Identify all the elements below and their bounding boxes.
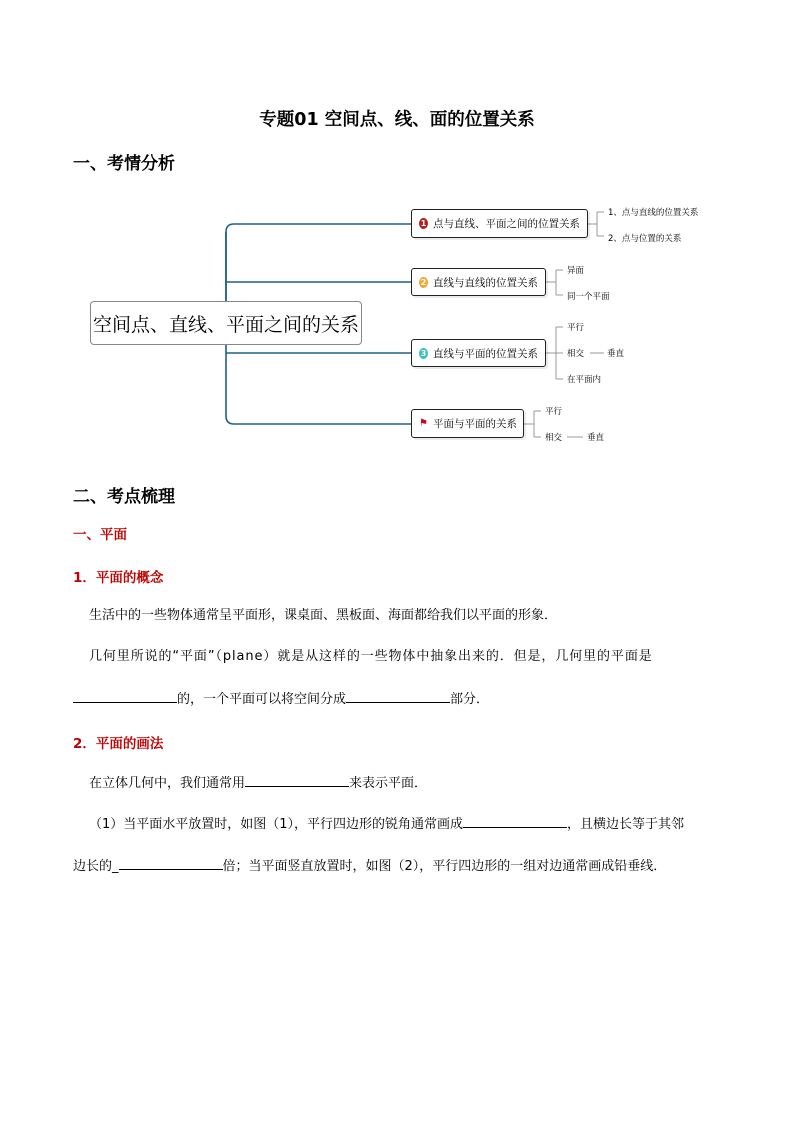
badge-1: 1 (420, 219, 427, 228)
fill-blank[interactable] (346, 689, 450, 703)
text-span: 来表示平面． (349, 776, 428, 791)
leaf-4-2: 相交 (545, 433, 563, 443)
fill-blank[interactable] (245, 773, 349, 787)
leaf-2-2: 同一个平面 (567, 292, 610, 302)
item2-heading: 2．平面的画法 (73, 736, 164, 752)
section-heading-analysis: 一、考情分析 (73, 154, 175, 174)
page-title: 专题01 空间点、线、面的位置关系 (259, 110, 535, 130)
leaf-4-2-sub: 垂直 (587, 433, 605, 443)
leaf-1-1: 1、点与直线的位置关系 (608, 208, 699, 218)
item1-p2: 几何里所说的“平面”（plane）就是从这样的一些物体中抽象出来的．但是，几何里的平面是 (89, 649, 653, 664)
mindmap-root: 空间点、直线、平面之间的关系 (90, 301, 362, 345)
badge-2: 2 (420, 277, 427, 287)
item2-p2 (89, 814, 684, 835)
mindmap-node-3 (411, 339, 546, 367)
section-heading-review: 二、考点梳理 (73, 487, 175, 507)
fill-blank[interactable] (73, 689, 177, 703)
mindmap-node-2 (411, 268, 546, 296)
leaf-1-2: 2、点与位置的关系 (608, 234, 682, 244)
mindmap-node-1 (411, 209, 588, 238)
leaf-3-2: 相交 (567, 349, 585, 359)
node-label: 点与直线、平面之间的位置关系 (433, 218, 580, 230)
flag-icon: ⚑ (419, 418, 428, 429)
fill-blank[interactable] (463, 814, 567, 828)
item1-p3 (73, 689, 489, 710)
leaf-3-2-sub: 垂直 (607, 349, 625, 359)
leaf-3-3: 在平面内 (567, 375, 602, 385)
text-span: 在立体几何中，我们通常用 (89, 776, 246, 791)
leaf-4-1: 平行 (545, 407, 563, 417)
node-label: 直线与平面的位置关系 (433, 347, 538, 360)
item1-p1: 生活中的一些物体通常呈平面形，课桌面、黑板面、海面都给我们以平面的形象． (89, 608, 558, 623)
text-span: 边长的_ (73, 859, 119, 874)
leaf-2-1: 异面 (567, 266, 585, 276)
text-span: （1）当平面水平放置时，如图（1），平行四边形的锐角通常画成 (89, 817, 464, 832)
leaf-3-1: 平行 (567, 323, 585, 333)
node-label: 直线与直线的位置关系 (433, 276, 538, 289)
badge-3: 3 (420, 348, 427, 358)
item2-p1 (89, 773, 427, 794)
fill-blank[interactable] (119, 856, 223, 870)
item1-heading: 1．平面的概念 (73, 570, 164, 586)
text-span: 倍；当平面竖直放置时，如图（2），平行四边形的一组对边通常画成铅垂线． (222, 859, 667, 874)
item2-p3 (73, 856, 666, 877)
text-span: ，且横边长等于其邻 (567, 817, 685, 832)
node-label: 平面与平面的关系 (432, 418, 517, 430)
subsection-plane: 一、平面 (73, 527, 127, 543)
mindmap-node-4 (411, 409, 524, 438)
text-span: 的，一个平面可以将空间分成 (177, 692, 347, 707)
text-span: 部分． (450, 692, 490, 707)
